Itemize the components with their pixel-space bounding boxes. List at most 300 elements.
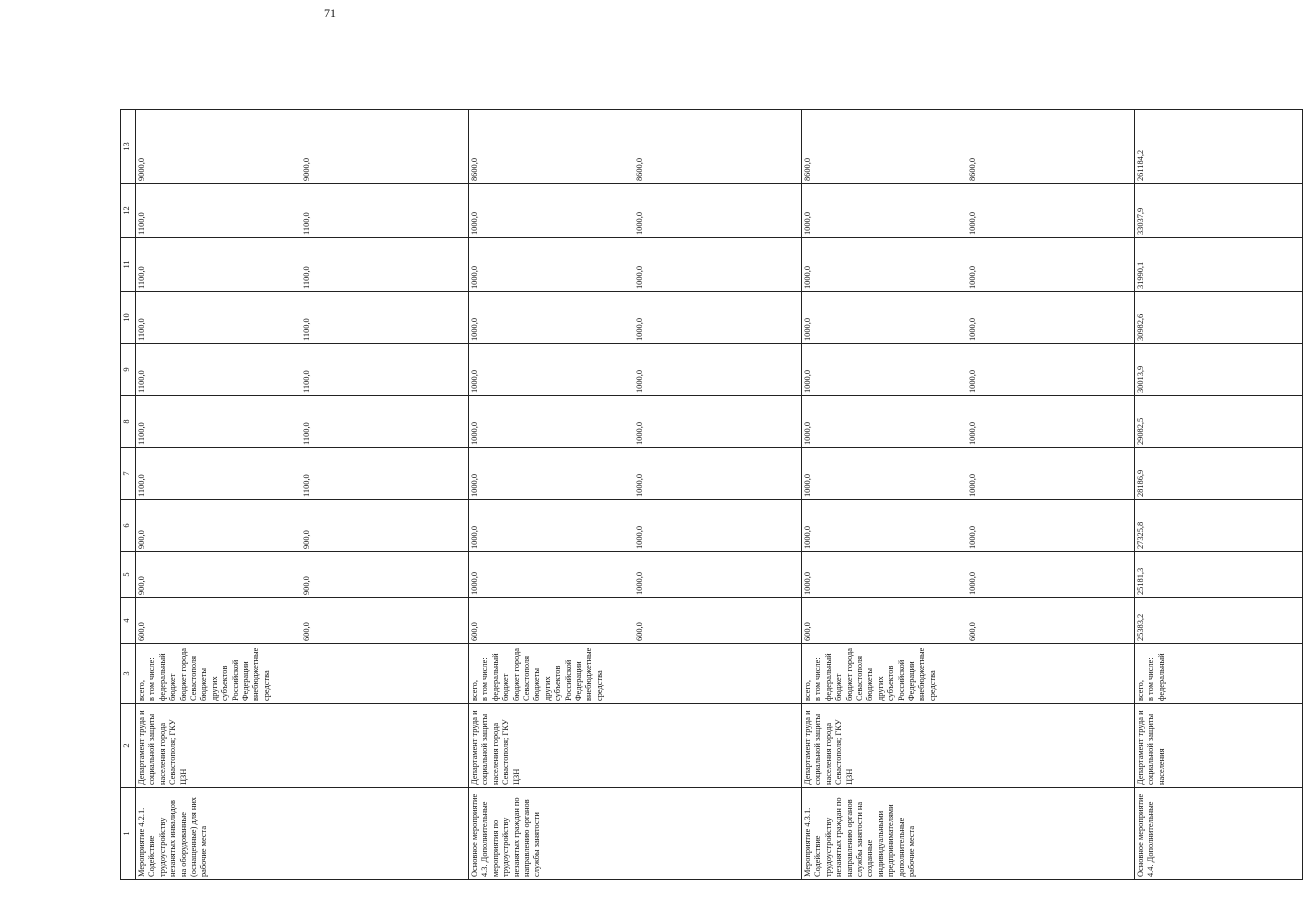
amount-value (192, 600, 247, 641)
funding-source-label: бюджет города Севастополя (178, 647, 199, 701)
amount-value (1191, 186, 1246, 235)
year-value-cell (1135, 448, 1303, 500)
amount-value (1078, 294, 1133, 341)
col-header-13: 13 (121, 110, 136, 184)
amount-value: 1100,0 (302, 266, 311, 289)
amount-value: 1100,0 (137, 318, 146, 341)
year-value-cell (136, 344, 469, 396)
amount-value (1191, 240, 1246, 289)
amount-value (357, 398, 412, 445)
amount-value: 1000,0 (470, 421, 479, 445)
amount-value: 1000,0 (803, 525, 812, 549)
amount-value (690, 554, 745, 595)
year-value-cell (1135, 292, 1303, 344)
funding-source-cell (136, 644, 469, 704)
amount-value (192, 186, 247, 235)
amount-value: 1000,0 (968, 369, 977, 393)
amount-value (1078, 554, 1133, 595)
executor-cell: Департамент труда и социальной защиты населения города Севастополя; ГКУ ЦЗН (136, 704, 469, 788)
amount-value: 1000,0 (470, 525, 479, 549)
activity-cell: Основное мероприятие 4.3. Дополнительные мероприятия по трудоустройству незанятых граждан по направлению органов службы занятости (469, 788, 802, 880)
amount-value (858, 398, 913, 445)
amount-value (745, 450, 800, 497)
executor-cell: Департамент труда и социальной защиты населения города Севастополя; ГКУ ЦЗН (802, 704, 1135, 788)
col-header-8: 8 (121, 396, 136, 448)
year-value-cell (469, 448, 802, 500)
amount-value: 1000,0 (803, 369, 812, 393)
year-value-cell (802, 500, 1135, 552)
amount-value: 1100,0 (302, 212, 311, 235)
funding-source-cell (469, 644, 802, 704)
amount-value (858, 112, 913, 181)
amount-value (1191, 450, 1246, 497)
amount-value (745, 112, 800, 181)
amount-value (247, 502, 302, 549)
amount-value: 1100,0 (137, 474, 146, 497)
col-header-4: 4 (121, 598, 136, 644)
amount-value (525, 502, 580, 549)
amount-value: 1000,0 (635, 317, 644, 341)
amount-value (858, 186, 913, 235)
funding-source-cell (1135, 644, 1303, 704)
funding-source-label: в том числе: (480, 657, 490, 701)
amount-value (690, 240, 745, 289)
amount-value (1078, 600, 1133, 641)
table-body (136, 110, 1303, 880)
year-value-cell (136, 396, 469, 448)
year-value-cell (1135, 500, 1303, 552)
year-value-cell (469, 552, 802, 598)
funding-source-label: федеральный бюджет (157, 653, 178, 701)
year-value-cell (802, 552, 1135, 598)
funding-source-label: внебюджетные средства (584, 647, 604, 701)
amount-value (1191, 112, 1246, 181)
amount-value (1023, 502, 1078, 549)
amount-value (1246, 186, 1301, 235)
funding-source-label: всего, (803, 680, 812, 701)
funding-source-label: внебюджетные средства (251, 647, 271, 701)
amount-value (525, 240, 580, 289)
amount-value (690, 502, 745, 549)
amount-value (192, 112, 247, 181)
amount-value: 1000,0 (635, 421, 644, 445)
year-value-cell (802, 110, 1135, 184)
col-header-7: 7 (121, 448, 136, 500)
amount-value (357, 240, 412, 289)
amount-value: 1000,0 (968, 211, 977, 235)
table-row (136, 110, 469, 880)
funding-source-label: бюджет города Севастополя (844, 647, 865, 701)
table-row (802, 110, 1135, 880)
amount-value: 1000,0 (803, 571, 812, 595)
amount-value (525, 346, 580, 393)
year-value-cell (136, 552, 469, 598)
amount-value (913, 346, 968, 393)
year-value-cell (802, 292, 1135, 344)
amount-value (1246, 294, 1301, 341)
amount-value (1191, 294, 1246, 341)
amount-value (525, 600, 580, 641)
funding-source-label: всего, (137, 680, 146, 701)
amount-value (357, 294, 412, 341)
amount-value (1191, 554, 1246, 595)
amount-value (913, 240, 968, 289)
amount-value (1023, 186, 1078, 235)
amount-value (357, 346, 412, 393)
funding-source-label: бюджеты других субъектов Российской Федерации (532, 659, 584, 701)
amount-value (745, 240, 800, 289)
amount-value: 8600,0 (968, 157, 977, 181)
amount-value: 600,0 (968, 622, 977, 641)
amount-value: 1100,0 (302, 318, 311, 341)
amount-value (525, 186, 580, 235)
amount-value (525, 450, 580, 497)
year-value-cell (469, 598, 802, 644)
amount-value (1191, 346, 1246, 393)
amount-value (1078, 186, 1133, 235)
amount-value: 8600,0 (803, 157, 812, 181)
amount-value: 1100,0 (302, 474, 311, 497)
year-value-cell (802, 396, 1135, 448)
amount-value (525, 294, 580, 341)
amount-value: 1000,0 (803, 317, 812, 341)
funding-source-label: бюджеты других субъектов Российской Федерации (199, 659, 251, 701)
year-value-cell (136, 448, 469, 500)
amount-value: 8600,0 (470, 157, 479, 181)
amount-value (357, 600, 412, 641)
amount-value (412, 112, 467, 181)
amount-value (247, 450, 302, 497)
amount-value (690, 450, 745, 497)
amount-value (1191, 600, 1246, 641)
amount-value: 28186,9 (1136, 469, 1145, 497)
amount-value (1246, 240, 1301, 289)
amount-value (913, 112, 968, 181)
amount-value: 1000,0 (635, 525, 644, 549)
year-value-cell (469, 184, 802, 238)
amount-value: 1000,0 (470, 571, 479, 595)
amount-value: 1000,0 (635, 473, 644, 497)
amount-value (580, 600, 635, 641)
col-header-10: 10 (121, 292, 136, 344)
col-header-3: 3 (121, 644, 136, 704)
amount-value (412, 346, 467, 393)
amount-value (357, 450, 412, 497)
amount-value (357, 554, 412, 595)
year-value-cell (136, 292, 469, 344)
amount-value (690, 398, 745, 445)
col-header-11: 11 (121, 238, 136, 292)
amount-value: 1100,0 (137, 422, 146, 445)
amount-value (1246, 346, 1301, 393)
amount-value: 1100,0 (302, 422, 311, 445)
amount-value (1023, 554, 1078, 595)
amount-value (247, 398, 302, 445)
year-value-cell (1135, 598, 1303, 644)
year-value-cell (1135, 552, 1303, 598)
amount-value: 900,0 (137, 576, 146, 595)
amount-value (247, 294, 302, 341)
amount-value: 8600,0 (635, 157, 644, 181)
activity-cell: Основное мероприятие 4.4. Дополнительные (1135, 788, 1303, 880)
year-value-cell (1135, 396, 1303, 448)
amount-value (247, 240, 302, 289)
amount-value: 9000,0 (302, 157, 311, 181)
amount-value: 900,0 (302, 530, 311, 549)
amount-value: 1000,0 (968, 265, 977, 289)
amount-value (192, 502, 247, 549)
amount-value (913, 502, 968, 549)
amount-value (690, 346, 745, 393)
amount-value (858, 346, 913, 393)
amount-value (1023, 600, 1078, 641)
year-value-cell (802, 238, 1135, 292)
amount-value (745, 600, 800, 641)
amount-value (913, 294, 968, 341)
funding-source-label: бюджеты других субъектов Российской Федерации (865, 659, 917, 701)
amount-value: 1000,0 (635, 369, 644, 393)
year-value-cell (136, 500, 469, 552)
funding-source-label: в том числе: (813, 657, 823, 701)
amount-value (690, 186, 745, 235)
amount-value (580, 346, 635, 393)
year-value-cell (1135, 238, 1303, 292)
activity-cell: Мероприятие 4.2.1. Содействие трудоустройству незанятых инвалидов на оборудованные (оснащенные) для них рабочие места (136, 788, 469, 880)
year-value-cell (469, 110, 802, 184)
amount-value (690, 600, 745, 641)
budget-table (120, 109, 1303, 880)
amount-value (525, 112, 580, 181)
amount-value (745, 554, 800, 595)
amount-value: 1100,0 (302, 370, 311, 393)
amount-value: 29082,5 (1136, 417, 1145, 445)
amount-value: 1000,0 (803, 265, 812, 289)
funding-source-label: бюджет города Севастополя (511, 647, 532, 701)
amount-value: 1000,0 (968, 525, 977, 549)
amount-value: 600,0 (302, 622, 311, 641)
amount-value (1023, 294, 1078, 341)
amount-value: 1000,0 (635, 571, 644, 595)
amount-value (690, 294, 745, 341)
year-value-cell (469, 344, 802, 396)
executor-cell: Департамент труда и социальной защиты населения (1135, 704, 1303, 788)
amount-value (580, 554, 635, 595)
year-value-cell (136, 184, 469, 238)
amount-value (412, 554, 467, 595)
amount-value (1246, 554, 1301, 595)
amount-value: 1100,0 (137, 266, 146, 289)
year-value-cell (469, 292, 802, 344)
amount-value (357, 186, 412, 235)
amount-value: 30013,9 (1136, 365, 1145, 393)
amount-value (247, 186, 302, 235)
year-value-cell (802, 184, 1135, 238)
amount-value (913, 554, 968, 595)
amount-value: 25383,2 (1136, 613, 1145, 641)
amount-value (192, 240, 247, 289)
amount-value (247, 554, 302, 595)
amount-value (745, 346, 800, 393)
amount-value (1023, 398, 1078, 445)
funding-source-label: федеральный бюджет (823, 653, 844, 701)
col-header-1: 1 (121, 788, 136, 880)
amount-value: 1000,0 (470, 473, 479, 497)
amount-value: 9000,0 (137, 157, 146, 181)
amount-value (858, 600, 913, 641)
amount-value: 600,0 (803, 622, 812, 641)
funding-source-label: в том числе: (147, 657, 157, 701)
amount-value (858, 502, 913, 549)
amount-value (858, 240, 913, 289)
amount-value (247, 600, 302, 641)
amount-value (1246, 450, 1301, 497)
amount-value: 1000,0 (470, 317, 479, 341)
executor-cell: Департамент труда и социальной защиты населения города Севастополя; ГКУ ЦЗН (469, 704, 802, 788)
amount-value (247, 346, 302, 393)
year-value-cell (1135, 344, 1303, 396)
year-value-cell (469, 500, 802, 552)
amount-value: 25181,3 (1136, 567, 1145, 595)
amount-value: 1000,0 (803, 421, 812, 445)
amount-value: 900,0 (302, 576, 311, 595)
amount-value (1023, 112, 1078, 181)
amount-value: 27325,8 (1136, 521, 1145, 549)
amount-value (192, 294, 247, 341)
amount-value (1078, 398, 1133, 445)
amount-value: 1000,0 (470, 369, 479, 393)
amount-value (192, 346, 247, 393)
amount-value (745, 502, 800, 549)
amount-value (1023, 450, 1078, 497)
amount-value: 30982,6 (1136, 313, 1145, 341)
amount-value (745, 398, 800, 445)
amount-value: 33037,9 (1136, 207, 1145, 235)
funding-source-label: федеральный бюджет (490, 653, 511, 701)
year-value-cell (469, 238, 802, 292)
amount-value: 1000,0 (470, 265, 479, 289)
col-header-9: 9 (121, 344, 136, 396)
page-number: 71 (324, 6, 336, 20)
amount-value: 1100,0 (137, 212, 146, 235)
col-header-6: 6 (121, 500, 136, 552)
col-header-5: 5 (121, 552, 136, 598)
amount-value (192, 554, 247, 595)
year-value-cell (136, 598, 469, 644)
amount-value: 600,0 (470, 622, 479, 641)
amount-value (192, 398, 247, 445)
amount-value: 900,0 (137, 530, 146, 549)
amount-value (412, 294, 467, 341)
year-value-cell (1135, 184, 1303, 238)
amount-value: 1000,0 (968, 421, 977, 445)
amount-value (580, 186, 635, 235)
amount-value: 1000,0 (803, 211, 812, 235)
amount-value (1023, 240, 1078, 289)
rotated-table-wrapper (120, 110, 1166, 880)
amount-value (580, 502, 635, 549)
amount-value: 1000,0 (470, 211, 479, 235)
table-row (1135, 110, 1303, 880)
amount-value: 600,0 (635, 622, 644, 641)
year-value-cell (802, 448, 1135, 500)
amount-value (1191, 398, 1246, 445)
amount-value (745, 186, 800, 235)
amount-value: 1000,0 (968, 473, 977, 497)
amount-value (412, 450, 467, 497)
amount-value (580, 398, 635, 445)
amount-value: 1000,0 (968, 317, 977, 341)
amount-value (412, 186, 467, 235)
funding-source-label: внебюджетные средства (917, 647, 937, 701)
amount-value (412, 398, 467, 445)
funding-source-label: федеральный (1156, 653, 1166, 701)
amount-value: 1000,0 (803, 473, 812, 497)
amount-value (412, 502, 467, 549)
header-row (121, 110, 136, 880)
col-header-12: 12 (121, 184, 136, 238)
amount-value (1191, 502, 1246, 549)
amount-value (1246, 398, 1301, 445)
amount-value (412, 240, 467, 289)
funding-source-cell (802, 644, 1135, 704)
col-header-2: 2 (121, 704, 136, 788)
amount-value (858, 554, 913, 595)
table-row (469, 110, 802, 880)
amount-value (525, 554, 580, 595)
year-value-cell (136, 238, 469, 292)
year-value-cell (136, 110, 469, 184)
amount-value (357, 502, 412, 549)
amount-value (690, 112, 745, 181)
amount-value (247, 112, 302, 181)
amount-value (858, 450, 913, 497)
amount-value: 31990,1 (1136, 261, 1145, 289)
amount-value: 1000,0 (635, 211, 644, 235)
amount-value (580, 294, 635, 341)
amount-value (1078, 346, 1133, 393)
amount-value (1078, 502, 1133, 549)
funding-source-label: всего, (1136, 680, 1145, 701)
amount-value: 261184,2 (1136, 149, 1145, 181)
amount-value (1078, 112, 1133, 181)
year-value-cell (802, 344, 1135, 396)
amount-value (192, 450, 247, 497)
amount-value: 1100,0 (137, 370, 146, 393)
amount-value (745, 294, 800, 341)
amount-value (1078, 450, 1133, 497)
funding-source-label: всего, (470, 680, 479, 701)
amount-value (1023, 346, 1078, 393)
year-value-cell (1135, 110, 1303, 184)
amount-value (580, 450, 635, 497)
amount-value: 1000,0 (635, 265, 644, 289)
amount-value (913, 398, 968, 445)
amount-value (1078, 240, 1133, 289)
amount-value (580, 240, 635, 289)
amount-value: 1000,0 (968, 571, 977, 595)
year-value-cell (802, 598, 1135, 644)
funding-source-label: в том числе: (1146, 657, 1156, 701)
amount-value (913, 450, 968, 497)
amount-value (1246, 112, 1301, 181)
amount-value (1246, 600, 1301, 641)
amount-value (412, 600, 467, 641)
amount-value (858, 294, 913, 341)
amount-value (357, 112, 412, 181)
amount-value (913, 600, 968, 641)
amount-value (580, 112, 635, 181)
amount-value (1246, 502, 1301, 549)
